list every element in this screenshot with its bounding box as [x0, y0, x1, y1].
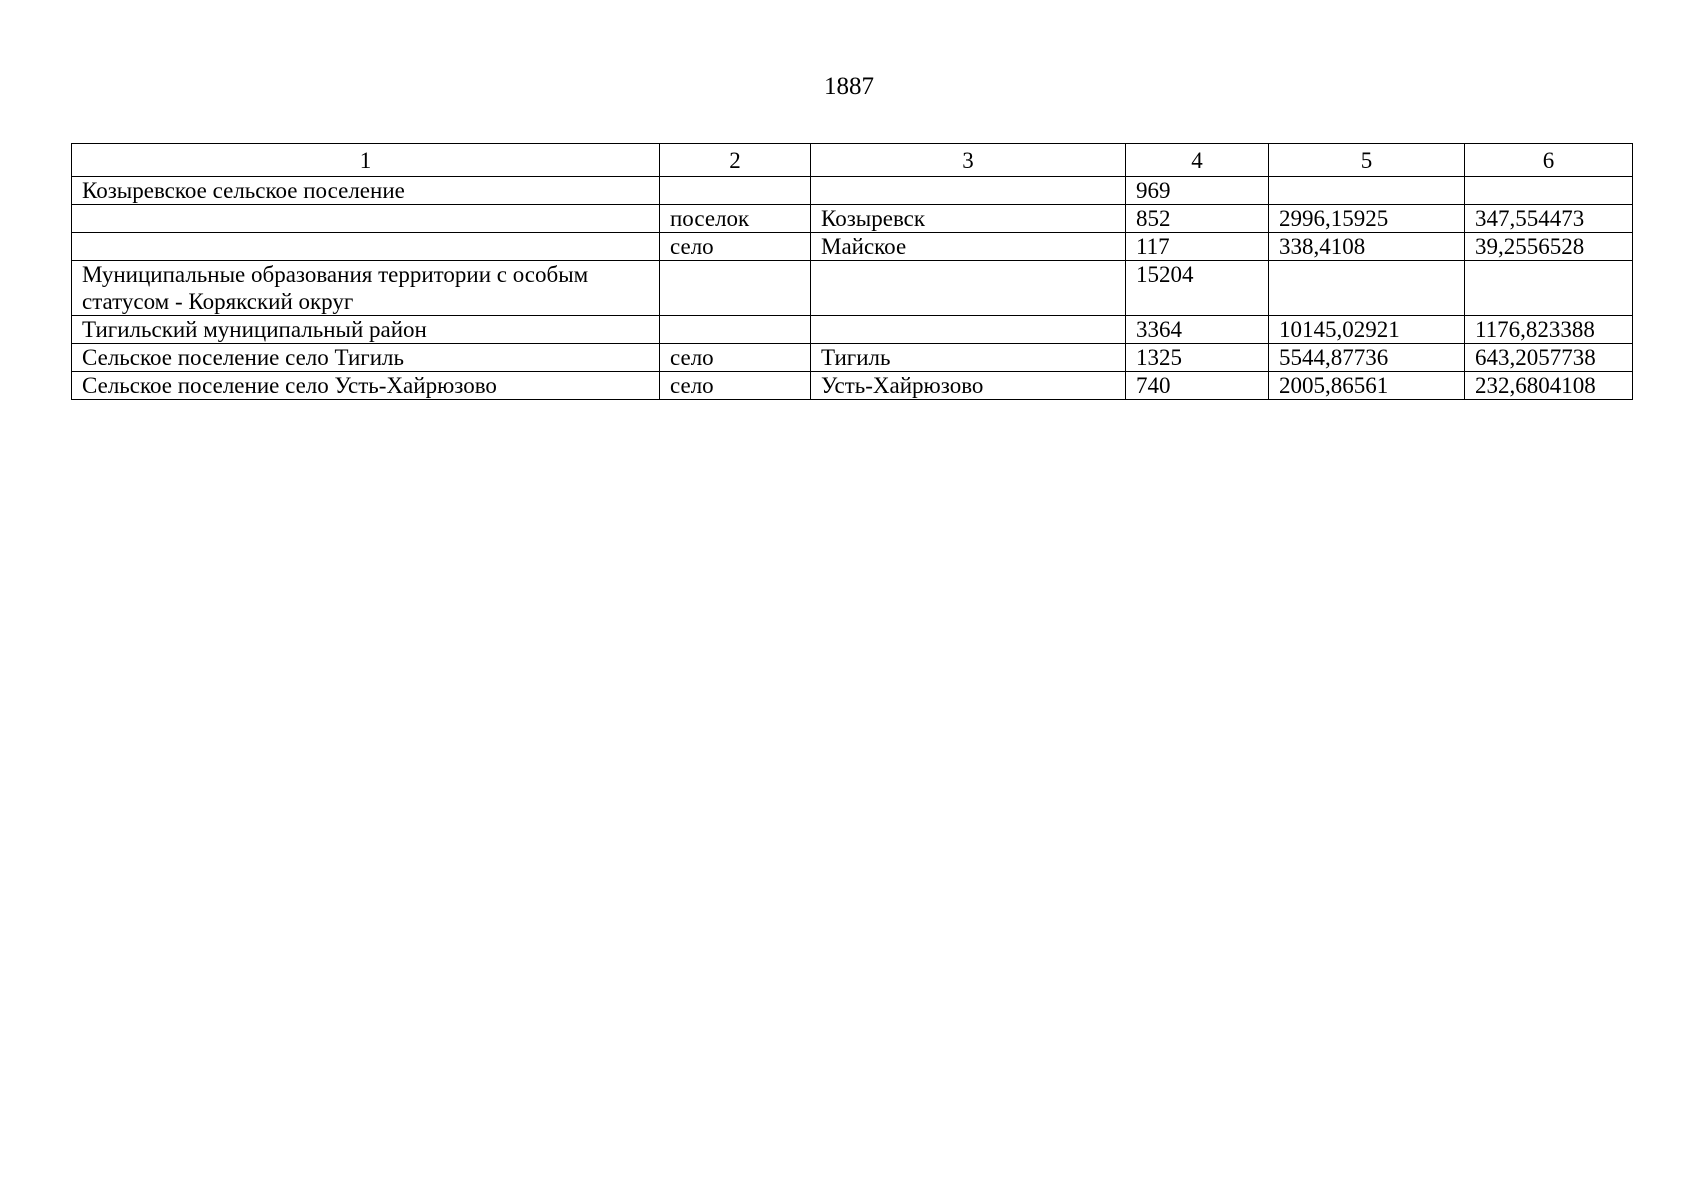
- table-cell: Тигильский муниципальный район: [72, 316, 660, 344]
- table-cell: Тигиль: [811, 344, 1126, 372]
- table-cell: [660, 316, 811, 344]
- table-cell: поселок: [660, 205, 811, 233]
- table-cell: 3364: [1126, 316, 1269, 344]
- table-cell: 2005,86561: [1269, 372, 1465, 400]
- table-row: [72, 261, 1633, 316]
- table-cell: Сельское поселение село Тигиль: [72, 344, 660, 372]
- table-cell: [72, 205, 660, 233]
- table-row: [72, 372, 1633, 400]
- table-cell: 969: [1126, 177, 1269, 205]
- table-cell: 15204: [1126, 261, 1269, 316]
- table-cell: 10145,02921: [1269, 316, 1465, 344]
- column-header: 4: [1126, 144, 1269, 177]
- table-cell: 1176,823388: [1465, 316, 1633, 344]
- table-cell: 2996,15925: [1269, 205, 1465, 233]
- table-cell: Майское: [811, 233, 1126, 261]
- table-cell: [72, 233, 660, 261]
- table-row: [72, 233, 1633, 261]
- table-cell: 643,2057738: [1465, 344, 1633, 372]
- table-row: [72, 344, 1633, 372]
- column-header: 2: [660, 144, 811, 177]
- table-cell: 740: [1126, 372, 1269, 400]
- table-cell: село: [660, 372, 811, 400]
- table-cell: [811, 261, 1126, 316]
- table-header-row: [72, 144, 1633, 177]
- table-cell: 852: [1126, 205, 1269, 233]
- table-cell: [1465, 261, 1633, 316]
- table-cell: [660, 261, 811, 316]
- table-cell: 1325: [1126, 344, 1269, 372]
- table-cell: [1269, 177, 1465, 205]
- data-table: [71, 143, 1633, 400]
- table-cell: село: [660, 344, 811, 372]
- table-cell: [660, 177, 811, 205]
- column-header: 6: [1465, 144, 1633, 177]
- column-header: 1: [72, 144, 660, 177]
- table-cell: Муниципальные образования территории с особым статусом - Корякский округ: [72, 261, 660, 316]
- table-cell: 347,554473: [1465, 205, 1633, 233]
- table-cell: Козыревское сельское поселение: [72, 177, 660, 205]
- table-cell: 39,2556528: [1465, 233, 1633, 261]
- table-cell: 338,4108: [1269, 233, 1465, 261]
- table-cell: [811, 177, 1126, 205]
- table-cell: 5544,87736: [1269, 344, 1465, 372]
- table-cell: Козыревск: [811, 205, 1126, 233]
- page-number: 1887: [824, 73, 874, 100]
- table-row: [72, 205, 1633, 233]
- table-row: [72, 316, 1633, 344]
- column-header: 5: [1269, 144, 1465, 177]
- column-header: 3: [811, 144, 1126, 177]
- table-cell: [1269, 261, 1465, 316]
- table-cell: 117: [1126, 233, 1269, 261]
- table-cell: село: [660, 233, 811, 261]
- table-cell: 232,6804108: [1465, 372, 1633, 400]
- table-cell: [811, 316, 1126, 344]
- table-cell: [1465, 177, 1633, 205]
- table-cell: Усть-Хайрюзово: [811, 372, 1126, 400]
- table-row: [72, 177, 1633, 205]
- table-cell: Сельское поселение село Усть-Хайрюзово: [72, 372, 660, 400]
